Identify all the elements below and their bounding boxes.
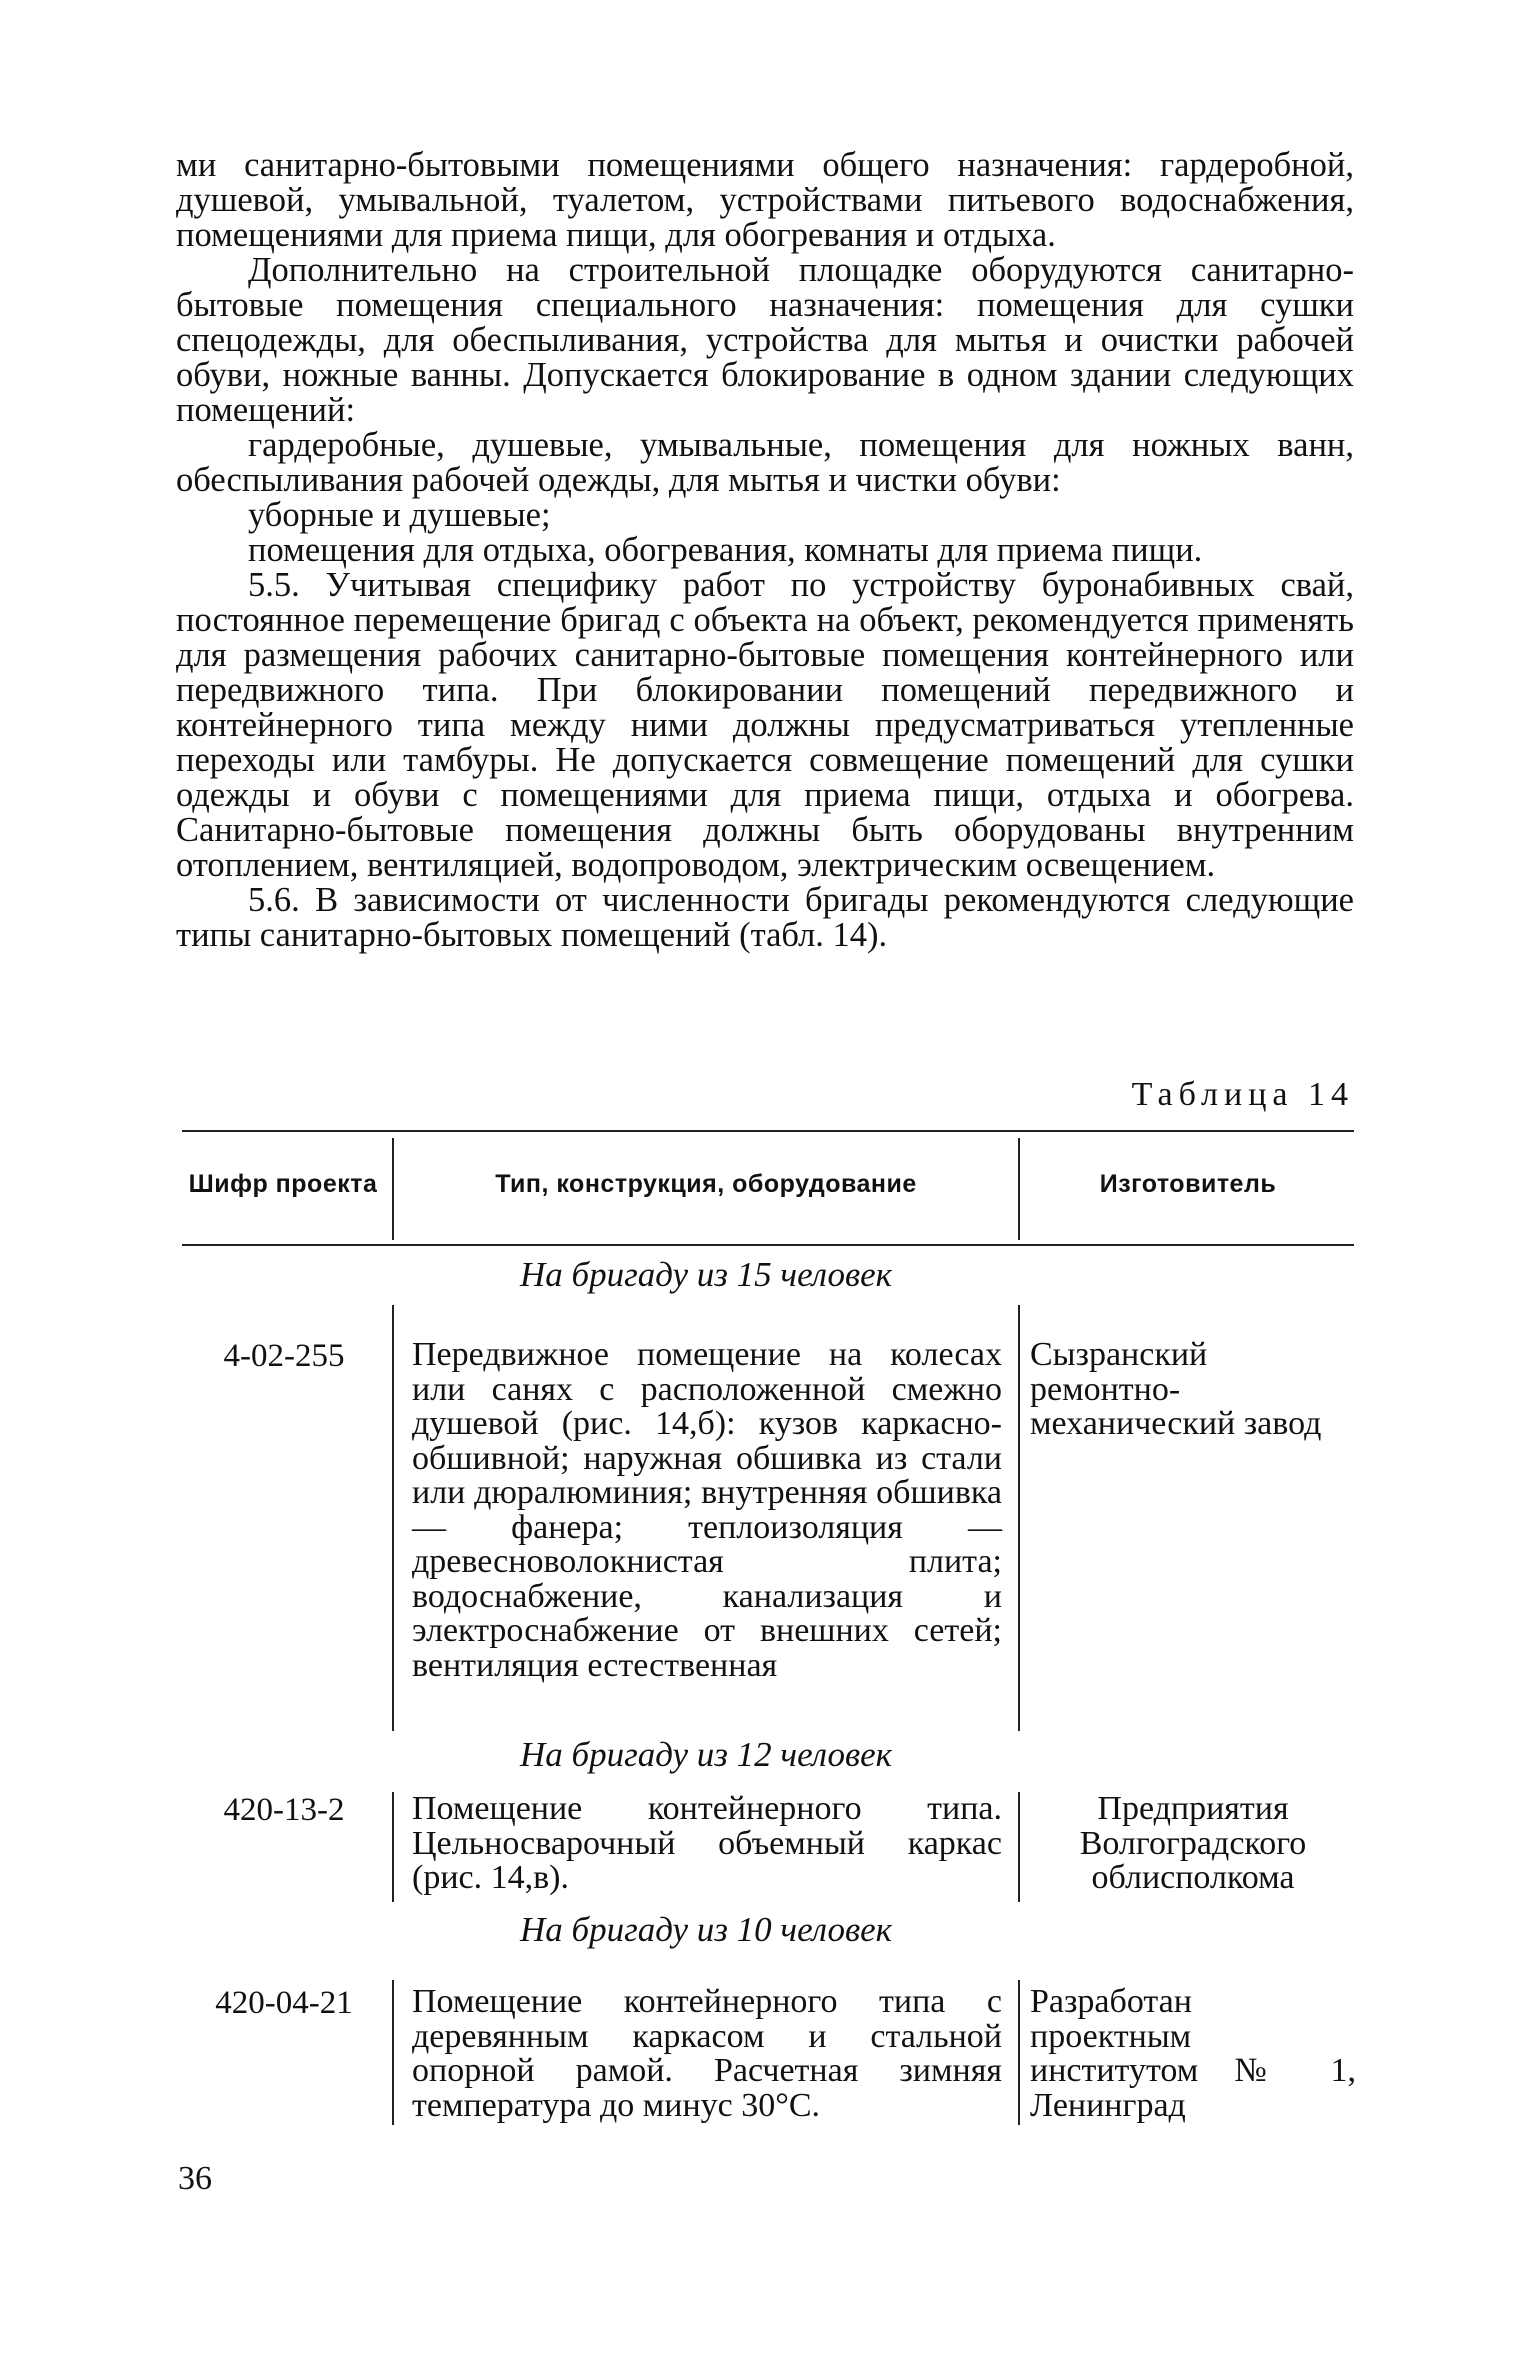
- paragraph-5-6: 5.6. В зависимости от численности бригады рекомендуются следующие типы санитарно-бытовых помещений (табл. 14).: [176, 881, 1354, 954]
- group-heading-12: На бригаду из 12 человек: [519, 1735, 893, 1774]
- row2-divider-1: [392, 1792, 394, 1902]
- paragraph-2: Дополнительно на строительной площадке оборудуются санитарно-бытовые помещения специального назначения: помещения для сушки спецодежды, для обеспыливания, устройства для мытья и очистки рабочей обуви, ножные ванны. Допускается блокирование в одном здании следующих помещений:: [176, 251, 1354, 429]
- paragraph-5: помещения для отдыха, обогревания, комнаты для приема пищи.: [248, 531, 1203, 569]
- row2-type: Помещение контейнерного типа. Цельносварочный объемный каркас (рис. 14,в).: [412, 1790, 1002, 1896]
- row3-type: Помещение контейнерного типа с деревянным каркасом и стальной опорной рамой. Расчетная зимняя температура до минус 30°С.: [412, 1983, 1002, 2124]
- paragraph-5-5: 5.5. Учитывая специфику работ по устройству буронабивных свай, постоянное перемещение бригад с объекта на объект, рекомендуется применять для размещения рабочих санитарно-бытовые помещения контейнерного или передвижного типа. При блокировании помещений передвижного и контейнерного типа между ними должны предусматриваться утепленные переходы или тамбуры. Не допускается совмещение помещений для сушки одежды и обуви с помещениями для приема пищи, отдыха и обогрева. Санитарно-бытовые помещения должны быть оборудованы внутренним отоплением, вентиляцией, водопроводом, электрическим освещением.: [176, 566, 1354, 884]
- row3-divider-1: [392, 1980, 394, 2125]
- row1-divider-2: [1018, 1305, 1020, 1731]
- row2-maker: Предприятия Волгоградского облисполкома: [1079, 1790, 1307, 1896]
- group-heading-15: На бригаду из 15 человек: [519, 1255, 893, 1294]
- row2-code: 420-13-2: [223, 1792, 345, 1828]
- header-maker: Изготовитель: [1099, 1170, 1277, 1198]
- row1-maker: Сызранский ремонтно-механический завод: [1030, 1336, 1322, 1442]
- paragraph-4: уборные и душевые;: [248, 496, 551, 534]
- paragraph-3: гардеробные, душевые, умывальные, помещения для ножных ванн, обеспыливания рабочей одежды, для мытья и чистки обуви:: [176, 426, 1354, 499]
- table-caption: Таблица 14: [1131, 1076, 1354, 1113]
- page-number: 36: [178, 2160, 212, 2197]
- header-divider-1: [392, 1138, 394, 1240]
- header-divider-2: [1018, 1138, 1020, 1240]
- header-code: Шифр проекта: [188, 1170, 378, 1198]
- table-top-rule: [182, 1130, 1354, 1132]
- group-heading-10: На бригаду из 10 человек: [519, 1910, 893, 1949]
- table-header-rule: [182, 1244, 1354, 1246]
- row1-code: 4-02-255: [223, 1338, 345, 1374]
- paragraph-1: ми санитарно-бытовыми помещениями общего назначения: гардеробной, душевой, умывальной, туалетом, устройствами питьевого водоснабжения, помещениями для приема пищи, для обогревания и отдыха.: [176, 146, 1354, 254]
- row1-divider-1: [392, 1305, 394, 1731]
- row3-code: 420-04-21: [215, 1985, 353, 2021]
- row2-divider-2: [1018, 1792, 1020, 1902]
- row3-maker: Разработан проектным институтом № 1, Ленинград: [1030, 1983, 1356, 2124]
- row3-divider-2: [1018, 1980, 1020, 2125]
- header-type: Тип, конструкция, оборудование: [495, 1170, 917, 1198]
- body-text: [176, 148, 1354, 953]
- row1-type: Передвижное помещение на колесах или санях с расположенной смежно душевой (рис. 14,б): кузов каркасно-обшивной; наружная обшивка из стали или дюралюминия; внутренняя обшивка — фанера; теплоизоляция — древесноволокнистая плита; водоснабжение, канализация и электроснабжение от внешних сетей; вентиляция естественная: [412, 1336, 1002, 1684]
